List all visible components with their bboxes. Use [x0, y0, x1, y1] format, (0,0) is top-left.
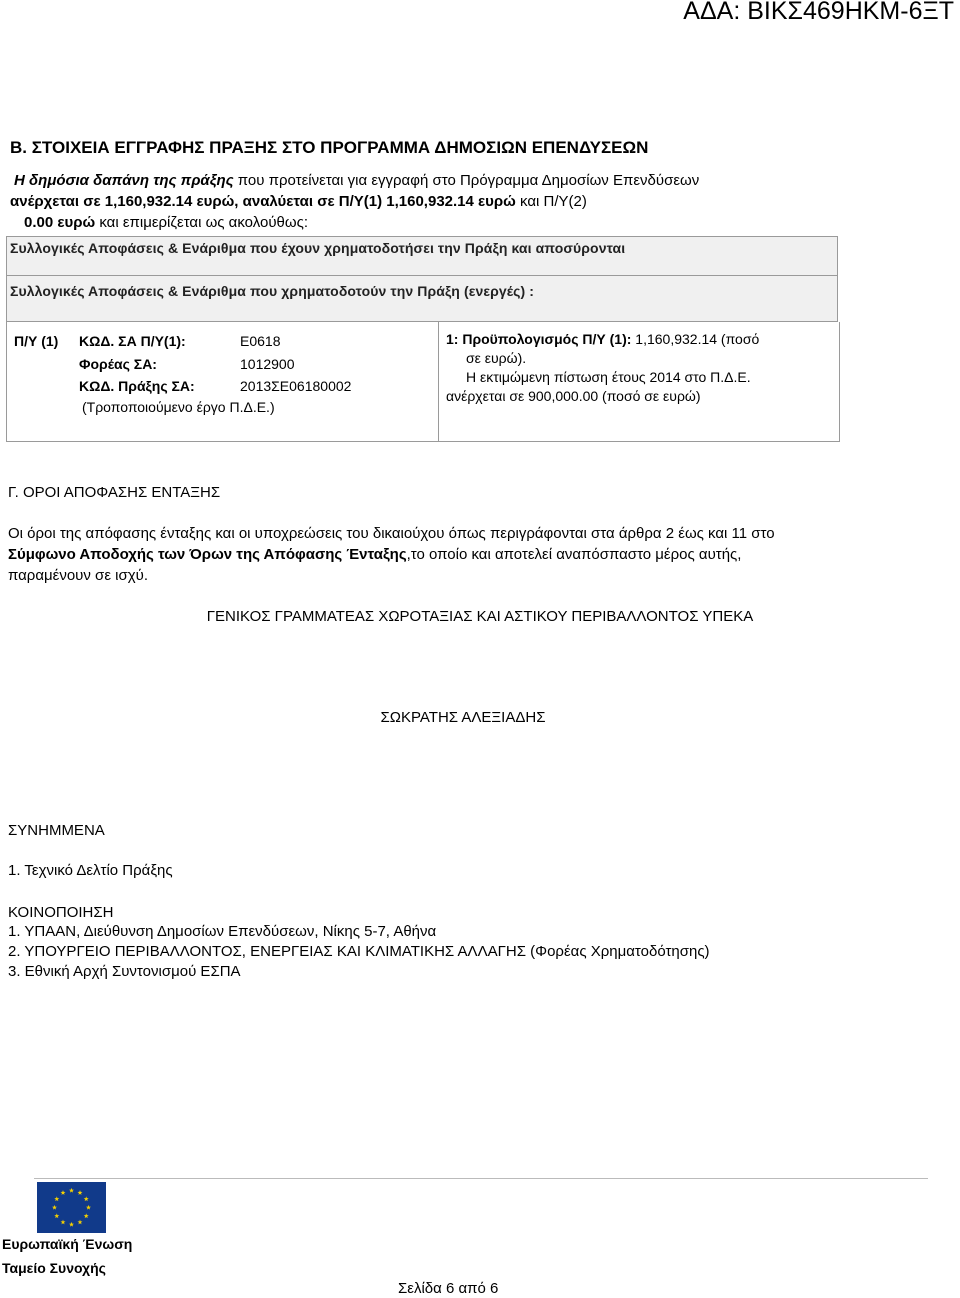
kod-sa-value: Ε0618 — [240, 333, 281, 349]
foreas-label: Φορέας ΣΑ: — [79, 356, 157, 372]
distribution-item: 1. ΥΠΑΑΝ, Διεύθυνση Δημοσίων Επενδύσεων, Νίκης 5-7, Αθήνα — [8, 923, 437, 940]
signatory-name: ΣΩΚΡΑΤΗΣ ΑΛΕΞΙΑΔΗΣ — [380, 709, 546, 726]
eu-star-icon — [86, 1205, 91, 1210]
intro-line-3-bold: 0.00 ευρώ — [24, 214, 96, 231]
attachments-heading: ΣΥΝΗΜΜΕΝΑ — [8, 822, 105, 839]
eu-star-icon — [69, 1188, 74, 1193]
terms-agreement-title: Σύμφωνο Αποδοχής των Όρων της Απόφασης Ένταξης — [8, 546, 407, 563]
eu-name: Ευρωπαϊκή Ένωση — [2, 1236, 133, 1252]
intro-line-1-rest: που προτείνεται για εγγραφή στο Πρόγραμμα Δημοσίων Επενδύσεων — [233, 172, 700, 189]
kod-praxis-label: ΚΩΔ. Πράξης ΣΑ: — [79, 378, 195, 394]
page-number: Σελίδα 6 από 6 — [398, 1280, 499, 1297]
distribution-heading: ΚΟΙΝΟΠΟΙΗΣΗ — [8, 904, 114, 921]
eu-star-icon — [54, 1213, 59, 1218]
eu-star-icon — [54, 1196, 59, 1201]
py-label: Π/Υ (1) — [14, 333, 59, 349]
eu-star-icon — [61, 1220, 66, 1225]
intro-line-2 — [10, 191, 840, 212]
eu-star-icon — [84, 1196, 89, 1201]
section-c-title: Γ. ΟΡΟΙ ΑΠΟΦΑΣΗΣ ΕΝΤΑΞΗΣ — [8, 484, 221, 501]
eu-star-icon — [52, 1205, 57, 1210]
eu-star-icon — [84, 1213, 89, 1218]
eu-flag-stars — [37, 1182, 106, 1233]
budget-value: 1,160,932.14 (ποσό — [635, 331, 760, 347]
budget-cont: σε ευρώ). — [466, 350, 527, 366]
eu-star-icon — [69, 1222, 74, 1227]
kod-sa-label: ΚΩΔ. ΣΑ Π/Υ(1): — [79, 333, 186, 349]
terms-line-3: παραμένουν σε ισχύ. — [8, 567, 149, 584]
footer-divider — [34, 1178, 928, 1179]
intro-line-1 — [10, 170, 840, 191]
funding-details-divider — [438, 322, 439, 442]
ada-code: ΑΔΑ: ΒΙΚΣ469ΗΚΜ-6ΞΤ — [683, 0, 954, 25]
intro-line-2-rest: και Π/Υ(2) — [515, 193, 587, 210]
credit-line-2: ανέρχεται σε 900,000.00 (ποσό σε ευρώ) — [446, 388, 701, 404]
eu-star-icon — [78, 1220, 83, 1225]
intro-line-2-bold: ανέρχεται σε 1,160,932.14 ευρώ, αναλύεται σε Π/Υ(1) 1,160,932.14 ευρώ — [10, 193, 516, 210]
distribution-item: 2. ΥΠΟΥΡΓΕΙΟ ΠΕΡΙΒΑΛΛΟΝΤΟΣ, ΕΝΕΡΓΕΙΑΣ ΚΑΙ ΚΛΙΜΑΤΙΚΗΣ ΑΛΛΑΓΗΣ (Φορέας Χρηματοδότησης) — [8, 943, 710, 960]
terms-line-2-rest: ,το οποίο και αποτελεί αναπόσπαστο μέρος αυτής, — [406, 546, 742, 563]
distribution-list — [8, 922, 710, 982]
foreas-value: 1012900 — [240, 356, 295, 372]
active-decisions-label: Συλλογικές Αποφάσεις & Ενάριθμα που χρηματοδοτούν την Πράξη (ενεργές) : — [10, 283, 535, 299]
eu-star-icon — [78, 1190, 83, 1195]
intro-emphasis: Η δημόσια δαπάνη της πράξης — [14, 172, 234, 189]
terms-line-1: Οι όροι της απόφασης ένταξης και οι υποχρεώσεις του δικαιούχου όπως περιγράφονται στα άρθρα 2 έως και 11 στο — [8, 525, 775, 542]
kod-praxis-value: 2013ΣΕ06180002 — [240, 378, 352, 394]
section-b-intro — [10, 170, 840, 233]
signatory-title: ΓΕΝΙΚΟΣ ΓΡΑΜΜΑΤΕΑΣ ΧΩΡΟΤΑΞΙΑΣ ΚΑΙ ΑΣΤΙΚΟΥ ΠΕΡΙΒΑΛΛΟΝΤΟΣ ΥΠΕΚΑ — [206, 608, 754, 625]
attachment-item: 1. Τεχνικό Δελτίο Πράξης — [8, 862, 173, 879]
budget-line — [446, 331, 759, 347]
distribution-item: 3. Εθνική Αρχή Συντονισμού ΕΣΠΑ — [8, 963, 241, 980]
cohesion-fund: Ταμείο Συνοχής — [2, 1260, 106, 1276]
budget-label: 1: Προϋπολογισμός Π/Υ (1): — [446, 331, 632, 347]
section-c-terms — [8, 523, 898, 586]
intro-line-3 — [10, 212, 840, 233]
intro-line-3-rest: και επιμερίζεται ως ακολούθως: — [95, 214, 308, 231]
terms-line-2 — [8, 544, 898, 565]
section-b-title: Β. ΣΤΟΙΧΕΙΑ ΕΓΓΡΑΦΗΣ ΠΡΑΞΗΣ ΣΤΟ ΠΡΟΓΡΑΜΜΑ ΔΗΜΟΣΙΩΝ ΕΠΕΝΔΥΣΕΩΝ — [10, 138, 649, 157]
modified-project-note: (Τροποποιούμενο έργο Π.Δ.Ε.) — [82, 399, 275, 415]
withdrawn-decisions-label: Συλλογικές Αποφάσεις & Ενάριθμα που έχουν χρηματοδοτήσει την Πράξη και αποσύρονται — [10, 240, 626, 256]
credit-line-1: Η εκτιμώμενη πίστωση έτους 2014 στο Π.Δ.Ε. — [466, 369, 751, 385]
eu-flag-icon — [37, 1182, 106, 1233]
eu-star-icon — [61, 1190, 66, 1195]
